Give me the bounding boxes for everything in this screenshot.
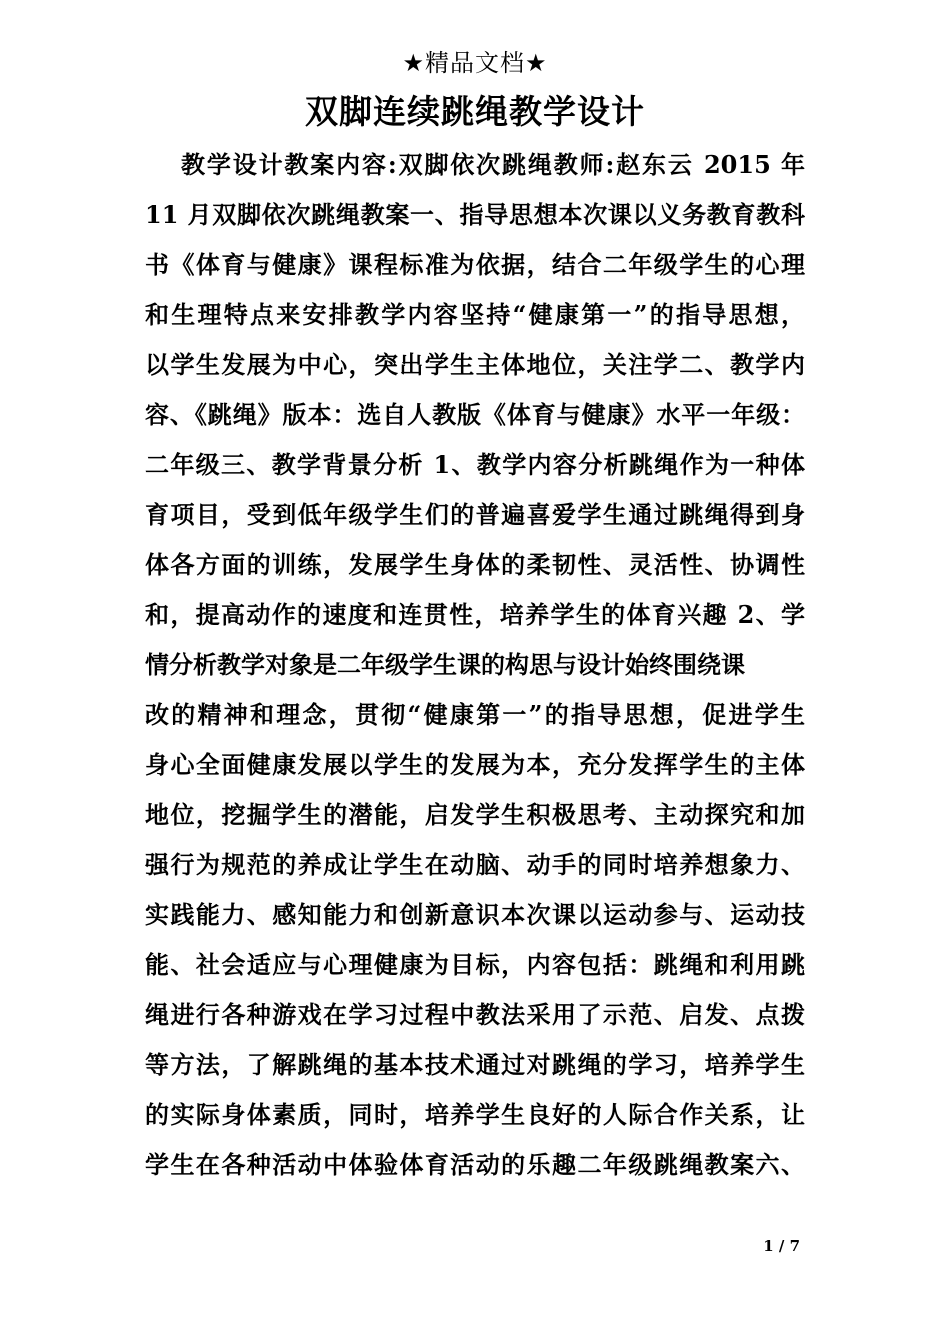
body-line: 教学设计教案内容:双脚依次跳绳教师:赵东云 2015 年 <box>181 150 805 179</box>
body-line: 11 月双脚依次跳绳教案一、指导思想本次课以义务教育教科 <box>145 200 805 229</box>
body-line: 绳进行各种游戏在学习过程中教法采用了示范、启发、点拨 <box>145 1000 805 1029</box>
body-line: 书《体育与健康》课程标准为依据，结合二年级学生的心理 <box>145 250 805 279</box>
body-line: 的实际身体素质，同时，培养学生良好的人际合作关系，让 <box>145 1100 805 1129</box>
header-banner: ★精品文档★ <box>402 49 548 77</box>
body-line: 能、社会适应与心理健康为目标，内容包括：跳绳和利用跳 <box>145 950 805 979</box>
body-line: 二年级三、教学背景分析 1、教学内容分析跳绳作为一种体 <box>145 450 805 479</box>
body-line: 学生在各种活动中体验体育活动的乐趣二年级跳绳教案六、 <box>145 1150 805 1179</box>
body-line: 强行为规范的养成让学生在动脑、动手的同时培养想象力、 <box>145 850 805 879</box>
body-line: 和生理特点来安排教学内容坚持“健康第一”的指导思想， <box>145 300 805 329</box>
body-line: 改的精神和理念，贯彻“健康第一”的指导思想，促进学生 <box>145 700 805 729</box>
body-line: 体各方面的训练，发展学生身体的柔韧性、灵活性、协调性 <box>145 550 805 579</box>
body-line: 等方法，了解跳绳的基本技术通过对跳绳的学习，培养学生 <box>145 1050 805 1079</box>
body-line: 地位，挖掘学生的潜能，启发学生积极思考、主动探究和加 <box>145 800 805 829</box>
page-number: 1 / 7 <box>763 1237 800 1255</box>
body-line: 育项目，受到低年级学生们的普遍喜爱学生通过跳绳得到身 <box>145 500 805 529</box>
body-line: 容、《跳绳》版本：选自人教版《体育与健康》水平一年级： <box>145 400 805 429</box>
body-line: 实践能力、感知能力和创新意识本次课以运动参与、运动技 <box>145 900 805 929</box>
body-line: 和，提高动作的速度和连贯性，培养学生的体育兴趣 2、学 <box>145 600 805 629</box>
body-line: 身心全面健康发展以学生的发展为本，充分发挥学生的主体 <box>145 750 805 779</box>
body-line: 以学生发展为中心，突出学生主体地位，关注学二、教学内 <box>145 350 805 379</box>
document-title: 双脚连续跳绳教学设计 <box>305 92 645 131</box>
document-body <box>145 140 805 1190</box>
body-line: 情分析教学对象是二年级学生课的构思与设计始终围绕课 <box>145 650 745 679</box>
